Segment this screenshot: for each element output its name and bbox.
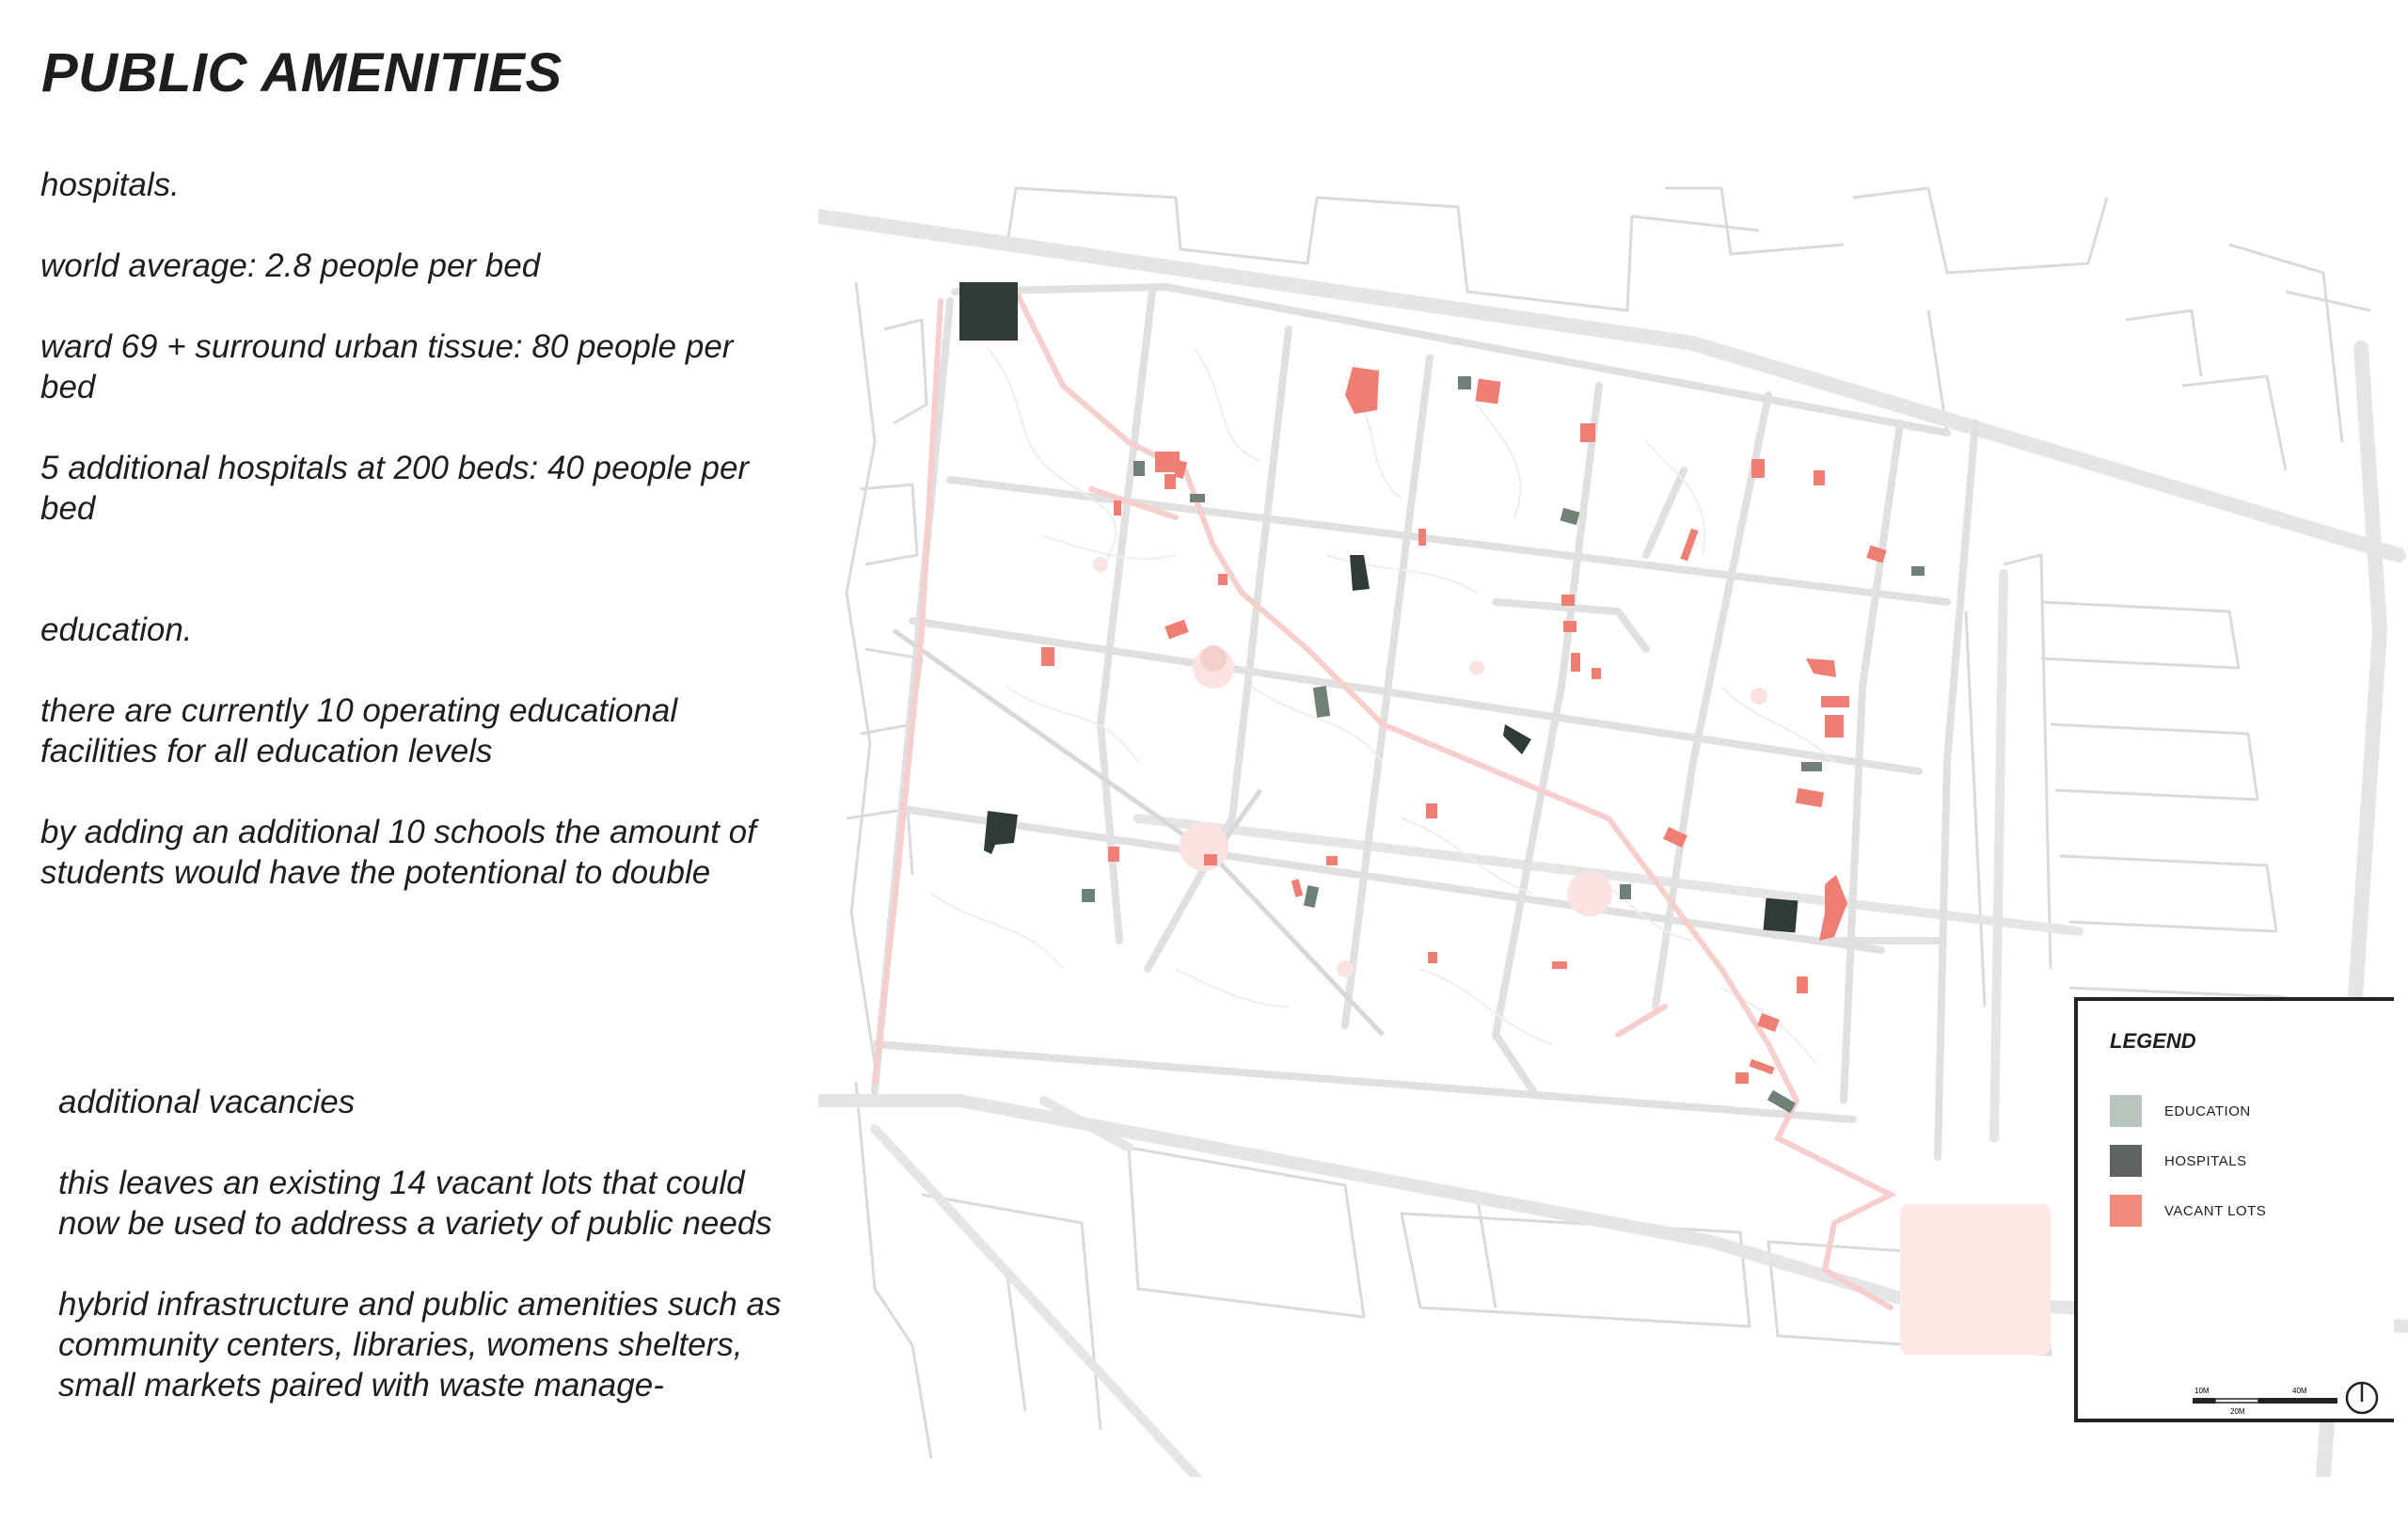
ward-street-grid bbox=[875, 287, 1975, 1157]
pedestrian-spine bbox=[875, 292, 1891, 1308]
vacancies-hybrid-text: hybrid infrastructure and public amenities such as community centers, libraries, womens shelters, small markets paired with waste manage- bbox=[58, 1286, 782, 1404]
education-swatch bbox=[2110, 1095, 2142, 1127]
scale-bar bbox=[2191, 1385, 2341, 1417]
hospitals-heading: hospitals. bbox=[40, 167, 180, 203]
legend bbox=[2074, 997, 2394, 1422]
ward-text: ward 69 + surround urban tissue: 80 people per bed bbox=[40, 328, 734, 405]
vacancies-existing-text: this leaves an existing 14 vacant lots that could now be used to address a variety of public needs bbox=[58, 1165, 772, 1242]
scale-label-20m: 20M bbox=[2230, 1407, 2245, 1416]
legend-label-education: EDUCATION bbox=[2164, 1103, 2251, 1119]
diagonal-avenues bbox=[894, 630, 1383, 1035]
page-title: PUBLIC AMENITIES bbox=[41, 42, 562, 103]
vacant-lots-swatch bbox=[2110, 1195, 2142, 1227]
legend-item-education bbox=[2110, 1095, 2251, 1127]
additional-hospitals-text: 5 additional hospitals at 200 beds: 40 people per bed bbox=[40, 450, 750, 527]
hospitals-text-block bbox=[40, 165, 774, 933]
north-arrow-icon bbox=[2343, 1379, 2381, 1417]
vacancies-text-block bbox=[58, 1082, 792, 1446]
legend-label-vacant-lots: VACANT LOTS bbox=[2164, 1202, 2267, 1219]
legend-label-hospitals: HOSPITALS bbox=[2164, 1152, 2247, 1169]
legend-item-vacant-lots bbox=[2110, 1195, 2266, 1227]
education-adding-text: by adding an additional 10 schools the amount of students would have the potentional to double bbox=[40, 814, 756, 891]
scale-label-40m: 40M bbox=[2292, 1387, 2307, 1395]
education-heading: education. bbox=[40, 611, 193, 648]
legend-title: LEGEND bbox=[2110, 1029, 2196, 1053]
hospitals-swatch bbox=[2110, 1145, 2142, 1177]
legend-item-hospitals bbox=[2110, 1145, 2247, 1177]
scale-label-10m: 10M bbox=[2194, 1387, 2210, 1395]
vacant-parcel-large bbox=[1900, 1204, 2051, 1355]
vacant-lots bbox=[1041, 367, 1887, 1084]
world-average-text: world average: 2.8 people per bed bbox=[40, 247, 541, 284]
vacancies-heading: additional vacancies bbox=[58, 1084, 356, 1120]
education-current-text: there are currently 10 operating educational facilities for all education levels bbox=[40, 692, 678, 770]
